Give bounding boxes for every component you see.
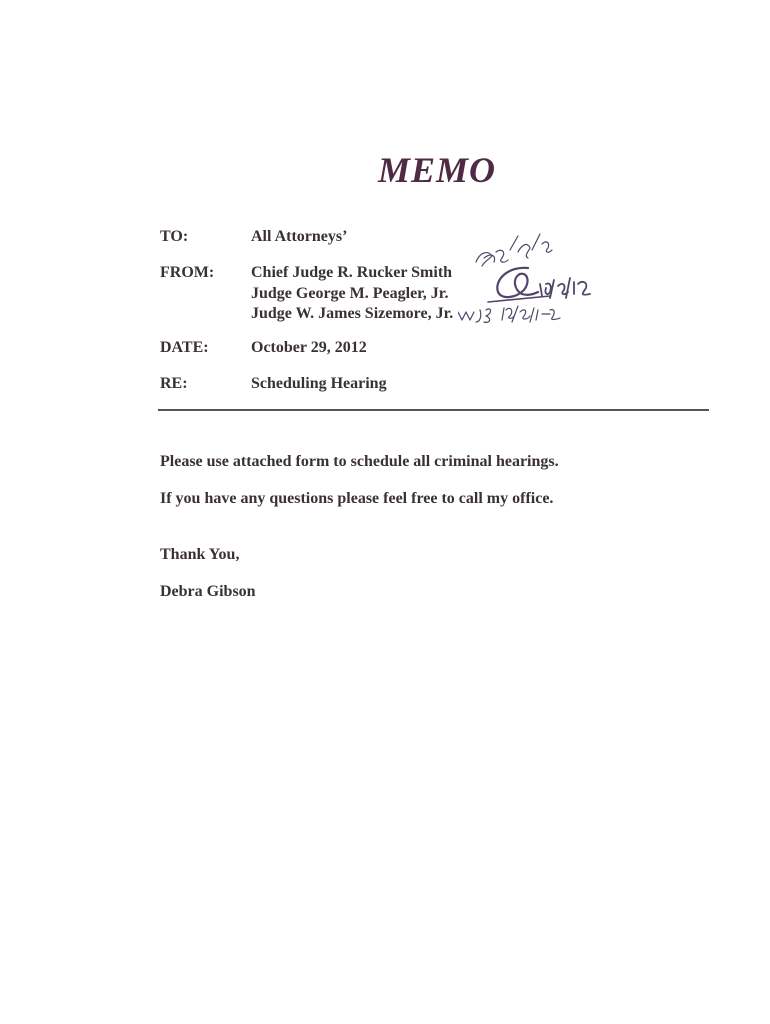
body-paragraph-1: Please use attached form to schedule all criminal hearings.	[160, 453, 559, 470]
signature-loop	[497, 268, 538, 297]
from-label: FROM:	[160, 264, 215, 281]
date-slash-top	[510, 234, 552, 258]
closing-text: Thank You,	[160, 546, 240, 563]
from-line-2: Judge George M. Peagler, Jr.	[251, 284, 449, 302]
date-value: October 29, 2012	[251, 339, 367, 356]
header-divider	[158, 409, 709, 411]
re-label: RE:	[160, 375, 188, 392]
date-second	[540, 278, 590, 298]
signature-underline	[488, 296, 550, 302]
date-third	[502, 306, 560, 322]
initials-rrs-mark	[476, 250, 508, 266]
from-value	[251, 263, 453, 325]
date-label: DATE:	[160, 339, 209, 356]
to-label: TO:	[160, 228, 189, 245]
body-paragraph-2: If you have any questions please feel free to call my office.	[160, 490, 554, 507]
signer-name: Debra Gibson	[160, 583, 256, 600]
to-value: All Attorneys’	[251, 228, 348, 245]
initials-wjs-mark	[458, 309, 491, 323]
from-line-1: Chief Judge R. Rucker Smith	[251, 264, 453, 281]
re-value: Scheduling Hearing	[251, 375, 387, 392]
memo-title: MEMO	[378, 150, 497, 190]
handwritten-initials	[458, 222, 618, 332]
from-line-3: Judge W. James Sizemore, Jr.	[251, 305, 454, 322]
